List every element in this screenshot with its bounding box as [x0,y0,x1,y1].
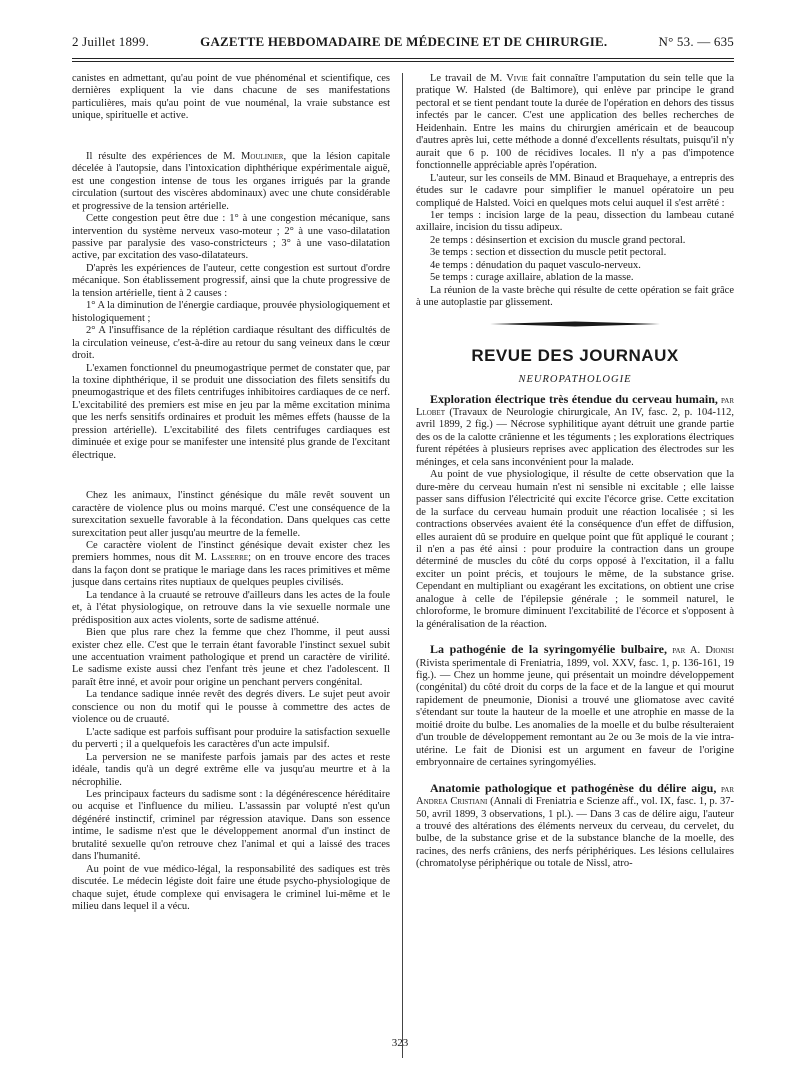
journal-title: GAZETTE HEBDOMADAIRE DE MÉDECINE ET DE CHIRURGIE. [200,34,608,49]
paragraph: D'après les expériences de l'auteur, cette congestion est surtout d'ordre mécanique. Son établissement progressif, ainsi que la chute progressive de la tension artérielle, tient à 2 causes : [72,262,390,299]
paragraph: La tendance à la cruauté se retrouve d'ailleurs dans les actes de la foule et, à l'état physiologique, on retrouve dans la vie sexuelle normale une prédisposition aux actes violents, sorte de sadisme atténué. [72,589,390,626]
header-rule-bottom [72,61,734,62]
column-divider [402,73,403,1058]
paragraph: L'examen fonctionnel du pneumogastrique permet de constater que, par la toxine diphthérique, il se produit une dissociation des filets sensitifs du pneumogastrique et des filets centrifuges inhibitoires cardiaques de ce nerf. L'excitabilité des premiers est mise en jeu par la même excitation minima que les nerfs sensitifs ordinaires et produit les mêmes effets (hausse de la pression artérielle). L'excitabilité des filets centrifuges cardiaques est diminuée et exige pour se manifester une intensité plus grande de l'excitant électrique. [72,362,390,461]
paragraph: L'auteur, sur les conseils de MM. Binaud et Braquehaye, a entrepris des études sur le cadavre pour simplifier le manuel opératoire un peu compliqué de Halsted. Voici en quelques mots celui auquel il s'est arrêté : [416,172,734,209]
paragraph: Les principaux facteurs du sadisme sont : la dégénérescence héréditaire ou acquise et l'influence du milieu. L'assassin par volupté n'est qu'un dégénéré instinctif, criminel par régression atavique. Dans son essence intime, le sadisme n'est que le développement anormal d'un instinct de brutalité sexuelle qu'on retrouve chez l'animal et qui a laissé des traces dans l'humanité. [72,789,390,863]
paragraph: La réunion de la vaste brèche qui résulte de cette opération se fait grâce à une autoplastie par glissement. [416,284,734,309]
page-number: 323 [391,1037,409,1049]
article-title: Anatomie pathologique et pathogénèse du délire aigu, [430,780,717,795]
ornament-rule-icon [490,320,660,328]
list-item: 5e temps : curage axillaire, ablation de la masse. [430,272,634,284]
author-name: par A. Dionisi [667,645,734,657]
paragraph: Bien que plus rare chez la femme que chez l'homme, il peut aussi exister chez elle. C'est que le terrain étant favorable l'instinct sexuel subit une accentuation vraiment pathologique et prend un caractère de virilité. Le sadisme existe aussi chez l'enfant très jeune et chez l'adolescent. Il paraît être inné, et avoir pour origine un penchant pervers congénital. [72,627,390,688]
article-title: La pathogénie de la syringomyélie bulbaire, [430,642,667,657]
section-heading: REVUE DES JOURNAUX [471,345,679,365]
running-header [72,34,734,56]
article-summary: Exploration électrique très étendue du cerveau humain, par Llobet (Travaux de Neurologie chirurgicale, An IV, fasc. 2, p. 104-112, avril 1899, 2 fig.) — Nécrose syphilitique ayant détruit une grande partie des os de la calotte crânienne et les téguments ; les explorations électriques furent répétées à plusieurs reprises avec application des électrodes sur les méninges, et cela sans inconvénient pour la malade. [416,391,734,468]
paragraph: Chez les animaux, l'instinct génésique du mâle revêt souvent un caractère de violence plus ou moins marqué. C'est une conséquence de la surexcitation sexuelle favorable à la fécondation. Dans quelques cas cette surexcitation peut aller jusqu'au meurtre de la femelle. [72,490,390,539]
article-title: Exploration électrique très étendue du cerveau humain, [430,391,718,406]
paragraph: La tendance sadique innée revêt des degrés divers. Le sujet peut avoir conscience ou non du motif qui le pousse à commettre des actes de violence ou de cruauté. [72,689,390,726]
paragraph: 2° A l'insuffisance de la réplétion cardiaque résultant des difficultés de la circulation veineuse, c'est-à-dire au retour du sang veineux dans le cœur droit. [72,325,390,362]
subsection-heading: NEUROPATHOLOGIE [518,374,632,386]
section-ornament [416,320,734,328]
paragraph: Au point de vue médico-légal, la responsabilité des sadiques est très discutée. Le médecin légiste doit faire une étude psycho-physiologique de chaque sujet, étude complexe qui envisagera le criminel lui-même et le milieu dans lequel il a vécu. [72,863,390,913]
article-summary: Anatomie pathologique et pathogénèse du délire aigu, par Andrea Cristiani (Annali di Freniatria e Scienze aff., vol. IX, fasc. 1, p. 37-50, avril 1899, 3 observations, 1 pl.). — Dans 3 cas de délire aigu, l'auteur a trouvé des altérations des éléments nerveux du cerveau, du cervelet, du bulbe, de la substance grise et de la substance blanche de la moelle, des racines, des nerfs crâniens, des nerfs périphériques. Les lésions cellulaires (chromatolyse périphérique ou totale de Nissl, atro- [416,780,734,870]
author-name: Moulinier [241,150,284,162]
author-name: Vivie [506,73,528,84]
author-name: par Llobet [416,394,734,418]
list-item: 4e temps : dénudation du paquet vasculo-nerveux. [430,259,641,271]
list-item: 2e temps : désinsertion et excision du muscle grand pectoral. [430,234,686,246]
left-column [72,73,390,914]
paragraph: Il résulte des expériences de M. Moulinier, que la lésion capitale décelée à l'autopsie, dans l'intoxication diphthérique expérimentale aiguë, est une congestion intense de tous les organes irrigués par la grande circulation (surtout des viscères abdominaux) avec une chute considérable et progressive de la tension artérielle. [72,150,390,212]
paragraph: Le travail de M. Vivie fait connaître l'amputation du sein telle que la pratique W. Halsted (de Baltimore), qui enlève par principe le grand pectoral et se tient pendant toute la durée de l'opération en dehors des tissus infectés par le cancer. C'est une application des belles recherches de Heidenhain. Entre les mains du chirurgien américain et de beaucoup d'autres après lui, cette méthode a donné d'excellents résultats, puisqu'il n'y aurait que 6 p. 100 de récidives locales. Il n'y a pas d'impotence fonctionnelle appréciable après l'opération. [416,73,735,172]
paragraph: Au point de vue physiologique, il résulte de cette observation que la dure-mère du cerveau humain n'est ni sensible ni excitable ; elle laisse passer sans diffusion l'électricité qui excite l'écorce grise. Cette excitation de la surface du cerveau humain produit une réaction localisée ; si les contractions observées avaient été la conséquence d'un effet de diffusion, elles auraient dû se produire en quelque point que fût appliqué le courant ; il n'en a pas été ainsi : pour produire la contraction dans un groupe déterminé de muscles du côté du corps opposé à l'excitation, il a fallu exciter un point précis, et toujours le même, de la substance grise. Cependant en multipliant ou exagérant les excitations, on obtient une crise analogue à celle de l'épilepsie générale ; le sommeil naturel, le chloroforme, le bromure diminuent l'excitabilité de l'écorce et s'opposent à la généralisation de la réaction. [416,469,734,630]
issue-number: N° 53. — 635 [658,34,734,49]
paragraph: L'acte sadique est parfois suffisant pour produire la satisfaction sexuelle du perverti ; il a quelquefois les caractères d'un acte impulsif. [72,726,390,751]
header-date: 2 Juillet 1899. [72,34,150,49]
header-rule-top [72,58,734,59]
paragraph: La perversion ne se manifeste parfois jamais par des actes et reste idéale, tandis qu'à un degré extrême elle va jusqu'au meurtre et à la nécrophilie. [72,751,390,788]
paragraph: Cette congestion peut être due : 1° à une congestion mécanique, sans intervention du système nerveux vaso-moteur ; 2° à une vaso-dilatation passive par paralysie des vaso-constricteurs ; 3° à une vaso-dilatation active, par excitation des vaso-dilatateurs. [72,213,390,262]
paragraph: Ce caractère violent de l'instinct génésique devait exister chez les premiers hommes, nous dit M. Lasserre; on en trouve encore des traces dans la façon dont se pratique le mariage dans les races primitives et même jusque dans certains rites nuptiaux de quelques peuples civilisés. [72,539,390,589]
paragraph: 1° A la diminution de l'énergie cardiaque, prouvée physiologiquement et histologiquement ; [72,300,390,324]
list-item: 3e temps : section et dissection du muscle petit pectoral. [430,247,667,259]
paragraph: canistes en admettant, qu'au point de vue phénoménal et scientifique, ces dernières expliquent la vie dans chacune de ses manifestations particulières, mais qu'au point de vue nouménal, la vraie substance est unique, spirituelle et active. [72,73,390,122]
list-item: 1er temps : incision large de la peau, dissection du lambeau cutané axillaire, incision du tissu adipeux. [416,209,734,234]
right-column [416,73,734,871]
article-summary: La pathogénie de la syringomyélie bulbaire, par A. Dionisi (Rivista sperimentale di Freniatria, 1899, vol. XXV, fasc. 1, p. 136-161, 19 fig.). — Chez un homme jeune, qui présentait un moindre développement (congénital) du côté droit du corps de la face et de la langue et qui mourut rapidement de pneumonie, Dionisi a trouvé une gliomatose avec cavité s'étendant sur toute la hauteur de la moelle et une atrophie en masse de la moitié droite du bulbe. Les anomalies de la moelle et du bulbe résulteraient d'un trouble de développement remontant au 2e ou 3e mois de la vie intra-utérine. Le fait de Dionisi est un argument en faveur de l'origine embryonnaire de certaines syringomyélies. [416,642,734,769]
author-name: Lasserre [210,552,249,564]
author-name: par Andrea Cristiani [416,783,734,808]
